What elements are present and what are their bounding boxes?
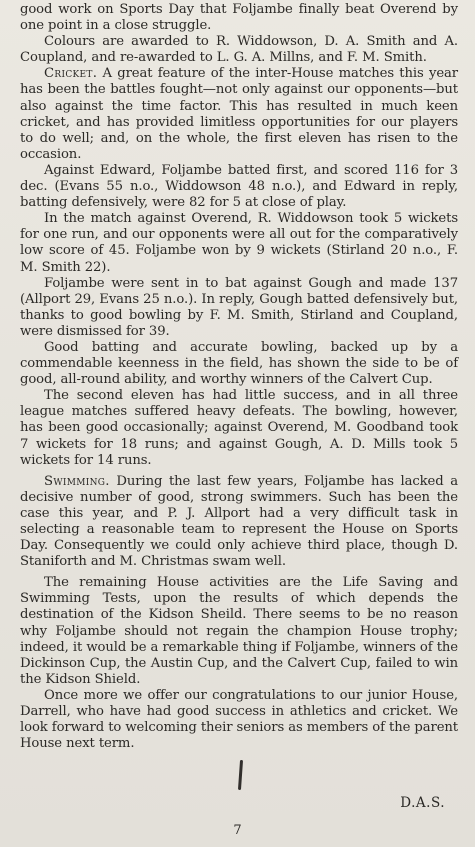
paragraph-swimming [20,474,458,571]
paragraph-gough-match: Foljambe were sent in to bat against Gough and made 137 (Allport 29, Evans 25 n.o.). In reply, Gough batted defensively but, thanks to good bowling by F. M. Smith, Stirland and Coupland, were dismissed for 39. [20,275,458,339]
paragraph-cricket [20,66,458,163]
paragraph-overend-match: In the match against Overend, R. Widdowson took 5 wickets for one run, and our opponents were all out for the comparatively low score of 45. Foljambe won by 9 wickets (Stirland 20 n.o., F. M. Smith 22). [20,211,458,275]
author-signature: D.A.S. [400,795,445,811]
ink-mark [238,760,243,790]
paragraph-swimming-text: During the last few years, Foljambe has lacked a decisive number of good, strong swimmers. Such has been the case this year, and P. J. Allport had a very difficult task in selecting a reasonable team to represent the House on Sports Day. Consequently we could only achieve third place, though D. Staniforth and M. Christmas swam well. [20,473,458,570]
paragraph-cricket-text: A great feature of the inter-House matches this year has been the battles fought—not only against our opponents—but also against the time factor. This has resulted in much keen cricket, and has provided limitless opportunities for our players to do well; and, on the whole, the first eleven has risen to the occasion. [20,66,458,162]
paragraph-second-eleven: The second eleven has had little success, and in all three league matches suffered heavy defeats. The bowling, however, has been good occasionally; against Overend, M. Goodband took 7 wickets for 18 runs; and against Gough, A. D. Mills took 5 wickets for 14 runs. [20,388,458,468]
section-heading-swimming: Swimming. [44,473,110,489]
article-body [20,2,458,752]
paragraph-colours: Colours are awarded to R. Widdowson, D. A. Smith and A. Coupland, and re-awarded to L. G. A. Millns, and F. M. Smith. [20,34,458,66]
paragraph-house-activities: The remaining House activities are the Life Saving and Swimming Tests, upon the results of which depends the destination of the Kidson Sheild. There seems to be no reason why Foljambe should not regain the champion House trophy; indeed, it would be a remarkable thing if Foljambe, winners of the Dickinson Cup, the Austin Cup, and the Calvert Cup, failed to win the Kidson Shield. [20,575,458,687]
paragraph-sports-day: good work on Sports Day that Foljambe finally beat Overend by one point in a close struggle. [20,2,458,34]
section-heading-cricket: Cricket. [44,66,98,82]
paragraph-congratulations: Once more we offer our congratulations to our junior House, Darrell, who have had good success in athletics and cricket. We look forward to welcoming their seniors as members of the parent House next term. [20,687,458,752]
paragraph-calvert-cup: Good batting and accurate bowling, backed up by a commendable keenness in the field, has shown the side to be of good, all-round ability, and worthy winners of the Calvert Cup. [20,339,458,388]
paragraph-edward-match: Against Edward, Foljambe batted first, and scored 116 for 3 dec. (Evans 55 n.o., Widdowson 48 n.o.), and Edward in reply, batting defensively, were 82 for 5 at close of play. [20,162,458,211]
page-number: 7 [233,823,242,838]
